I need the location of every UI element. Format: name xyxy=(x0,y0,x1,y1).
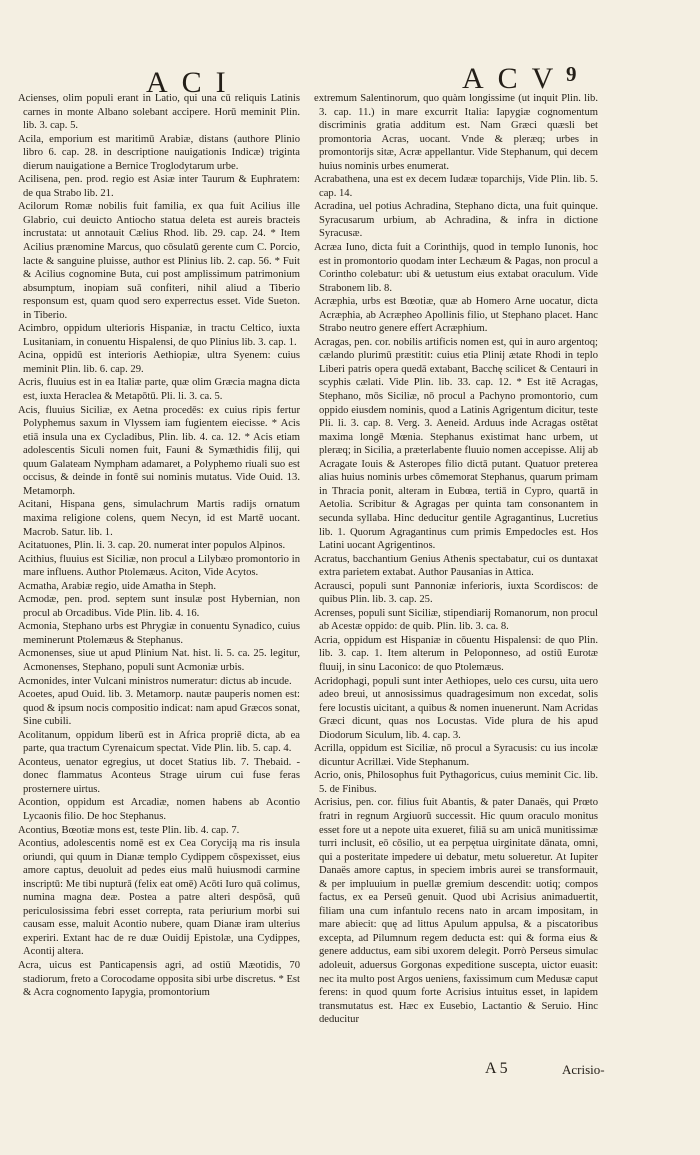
entry: Acris, fluuius est in ea Italiæ parte, quæ olim Græcia magna dicta est, iuxta Heraclea & Metapōtū. Pli. li. 3. ca. 5. xyxy=(18,377,300,403)
entry: Acmonenses, siue ut apud Plinium Nat. hist. li. 5. ca. 25. legitur, Acmonenses, Stephano, populi sunt Acmoniæ urbis. xyxy=(18,648,300,673)
entry: Acmodæ, pen. prod. septem sunt insulæ post Hybernian, non procul ab Orcadibus. Vide Plin. lib. 4. 16. xyxy=(18,594,300,619)
entry: Acolitanum, oppidum liberū est in Africa propriē dicta, ab ea parte, qua tractum Cyrenaicum spectat. Vide Plin. lib. 5. cap. 4. xyxy=(18,729,300,755)
entry: Acrio, onis, Philosophus fuit Pythagoricus, cuius meminit Cic. lib. 5. de Finibus. xyxy=(314,770,598,795)
entry: Acitatuones, Plin. li. 3. cap. 20. numerat inter populos Alpinos. xyxy=(18,540,286,552)
signature-mark: A 5 xyxy=(485,1060,508,1077)
entry: Acilorum Romæ nobilis fuit familia, ex qua fuit Acilius ille Glabrio, cui deuicto Antiocho statua deleta est aureis bracteis incrustata: ut annotauit Cælius Rhod. lib. 29. cap. 24. * Item Acilius prænomine Marcus, quo cōsulatū gerente cum C. Porcio, lacte & sanguine pluisse, author est Plinius lib. 2. cap. 56. * Fuit & Acilius cognomine Buta, cui post amplissimum patrimonium absumptum, inopiam suā confiteri, nihil aliud a Tiberio responsum est, quam quod sero experrectus esset. Vide Sueton. in Tiberio. xyxy=(18,201,300,321)
entry: Acontius, adolescentis nomē est ex Cea Coryciją ma ris insula oriundi, qui quum in Dianæ templo Cydippem cōspexisset, eius amore captus, deuoluit ad pedes eius malū huiusmodi carmine inscriptū: Me tibi nupturā (felix eat omē) Acōti Iuro quā colimus, numina magna deæ. Postea a patre alteri despōsā, quū periculosissima febri esset correpta, rata periurium morbi sui causam esse, maluit Acontio nubere, quam Dianæ iram ulterius experiri. Extant hac de re duæ Ouidij Epistolæ, una Cydippes, Acontij altera. xyxy=(18,838,300,958)
entry: Acis, fluuius Siciliæ, ex Aetna procedēs: ex cuius ripis fertur Polyphemus saxum in Vlyssem iam fugientem eiecisse. * Acis etiā insula una ex Cycladibus, Plin. lib. 4. ca. 12. * Acis etiam adolescentis Siculi nomen fuit, Fauni & Symæthidis filij, qui quum Galateam Nympham adamaret, a Polyphemo riuali suo est occisus, & deinde in fontē sui nominis mutatus. Vide Ouid. 13. Metamorph. xyxy=(18,404,300,497)
entry: Acilisena, pen. prod. regio est Asiæ inter Taurum & Euphratem: de qua Strabo lib. 21. xyxy=(18,174,300,199)
entry: Acmonides, inter Vulcani ministros numeratur: dictus ab incude. xyxy=(18,675,292,687)
entry: Acontion, oppidum est Arcadiæ, nomen habens ab Acontio Lycaonis filio. De hoc Stephanus. xyxy=(18,797,300,822)
entry: Acitani, Hispana gens, simulachrum Martis radijs ornatum maxima religione colens, quem Necyn, id est Martē uocant. Macrob. Satur. lib. 1. xyxy=(18,499,300,538)
entry: Acra, uicus est Panticapensis agri, ad ostiū Mæotidis, 70 stadiorum, freto a Corocodame opposita sibi urbe discretus. * Est & Acra cognomento Iapygia, promontorium xyxy=(18,960,300,999)
entry: Acria, oppidum est Hispaniæ in cōuentu Hispalensi: de quo Plin. lib. 3. cap. 1. Item alterum in Peloponneso, ad ostiū Eurotæ fluuij, in sinu Laconico: de quo Ptolemæus. xyxy=(314,634,598,673)
entry: Acrisius, pen. cor. filius fuit Abantis, & pater Danaës, qui Prœto fratri in regnum Argiuorū successit. Hic quum oraculo monitus esset fore ut a nepote uita exueret, filiā su am unicā munitissimæ turri inclusit, eō cōsilio, ut ea perpętua uirginitate dānata, omni, qui a posteritate impedere ui debatur, metu solueretur. At Iupiter Danaës amore captus, in speciem imbris aurei se transformauit, & per impluuium in puellæ gremium descendit: uotiq; compos factus, ex ea Perseū genuit. Quod ubi Acrisius animaduertit, filiam una cum infantulo recens nato in arcam impositam, in mare abiecit: quę ad littus Apulum appulsa, & a piscatoribus excepta, ad Pilumnum regem deducta est: qui & forma eius & genere adductus, eam sibi uxorem delegit. Porrò Perseus simulac adoleuit, aduersus Gorgonas expeditione suscepta, uictor euasit: nec ita multo post Argos ueniens, faxissimum cum Medusæ caput ferens: in quod quum forte Acrisius intuitus esset, in lapidem transmutatus est. Hæc ex Eusebio, Lactantio & Seruio. Hinc deducitur xyxy=(314,797,598,1026)
entry: Acienses, olim populi erant in Latio, qui una cū reliquis Latinis carnes in monte Albano solebant accipere. Horū meminit Plin. lib. 3. cap. 5. xyxy=(18,93,300,132)
entry: Acridophagi, populi sunt inter Aethiopes, uelo ces cursu, uita uero adeo breui, ut annosissimus quadragesimum non excedat, solis fere locustis uicitant, a quibus & nomen inuenerunt. Nam Acridas Græci dicunt, quas nos Locustas. Vide plura de his apud Diodorum Siculum, lib. 4. cap. 3. xyxy=(314,675,598,741)
left-running-head: ACI xyxy=(146,66,240,99)
entry: Acoetes, apud Ouid. lib. 3. Metamorp. nautæ pauperis nomen est: quod & ipsum nocis compositio indicat: nam apud Græcos sonat, Sine cubili. xyxy=(18,689,300,728)
entry: Acina, oppidū est interioris Aethiopiæ, ultra Syenem: cuius meminit Plin. lib. 6. cap. 29. xyxy=(18,350,300,375)
column-gutter xyxy=(308,88,309,1058)
entry: Acrausci, populi sunt Pannoniæ inferioris, iuxta Scordiscos: de quibus Plin. lib. 3. cap. 25. xyxy=(314,580,598,606)
entry: Acragas, pen. cor. nobilis artificis nomen est, qui in auro argentoq; cælando plurimū præstitit: cuius etia Plinij ætate Rhodi in teplo Liberi patris opera quedā extabant, Bacchę scilicet & Centauri in scyphis cælati. Vide Plin. lib. 33. cap. 12. * Est itē Acragas, Stephano, mōs Siciliæ, nō procul a Pachyno promontorio, cum oppido eiusdem nominis, quod a Latinis Agrigentum dicitur, teste Pli. li. 3. cap. 8. Verg. 3. Aeneid. Arduus inde Acragas ostētat maxima longē Mœnia. Stephanus existimat hanc urbem, ut pleræq; in Sicilia, a præterlabente fluuio nomen accepisse. Alij ab Acragate Iouis & Asteropes filio dictā putant. Quatuor preterea alias huius nominis urbes cōmemorat Stephanus, quarum primam in Thracia ponit, alteram in Eubœa, tertiā in Cypro, quartā in Aetolia. Scribitur & Agragas per quinta tam consonantem in secunda syllaba. Hinc deducitur gentile Agragantinus, Lucretius lib. 1. Quorum Agragantinus cum primis Empedocles est. Hos Latini uocant Agrigentinos. xyxy=(314,336,598,552)
entry: Acimbro, oppidum ulterioris Hispaniæ, in tractu Celtico, iuxta Lusitaniam, in conuentu Hispalensi, de quo Plinius lib. 3. cap. 1. xyxy=(18,323,300,348)
entry: Acrilla, oppidum est Siciliæ, nō procul a Syracusis: cu ius incolæ dicuntur Acrillæi. Vide Stephanum. xyxy=(314,743,598,768)
right-column xyxy=(314,92,598,1027)
entry: Acontius, Bœotiæ mons est, teste Plin. lib. 4. cap. 7. xyxy=(18,824,240,836)
entry: Acræa Iuno, dicta fuit a Corinthijs, quod in templo Iunonis, hoc est in promontorio quodam inter Lechæum & Pagas, non procul a Corintho colebatur: ubi & uetustum eius extabat oraculum. Vide Strabonem lib. 8. xyxy=(314,242,598,294)
entry: Acila, emporium est maritimū Arabiæ, distans (authore Plinio libro 6. cap. 28. in descriptione nauigationis Indicæ) triginta dierum nauigatione a Bernice Troglodytarum urbe. xyxy=(18,133,300,172)
page-number: 9 xyxy=(566,62,577,86)
entry: Acræphia, urbs est Bœotiæ, quæ ab Homero Arne uocatur, dicta Acræphia, ab Acræpheo Apollinis filio, ut Stephano placet. Hanc Strabo neutro genere effert Acræphium. xyxy=(314,296,598,335)
entry: Acradina, uel potius Achradina, Stephano dicta, una fuit quinque. Syracusarum urbium, ab Achradina, & infra in dictione Syracusæ. xyxy=(314,201,598,240)
right-running-head: ACV xyxy=(462,62,568,95)
entry: Acmatha, Arabiæ regio, uide Amatha in Steph. xyxy=(18,580,217,592)
entry: extremum Salentinorum, quo quàm longissime (ut inquit Plin. lib. 3. cap. 11.) in mare excurrit Italia: Iapygiæ cognomentum discriminis gratia additum est. Nam Græci quæsli bet promontoria Acras, uocant. Vnde & pleræq; urbes in promontorijs sitæ, Acræ appellantur. Vide Stephanum, qui decem huius nominis urbes enumerat. xyxy=(314,93,598,172)
entry: Acrabathena, una est ex decem Iudææ toparchijs, Vide Plin. lib. 5. cap. 14. xyxy=(314,174,598,199)
catchword: Acrisio- xyxy=(562,1062,605,1077)
entry: Acmonia, Stephano urbs est Phrygiæ in conuentu Synadico, cuius meminerunt Ptolemæus & Stephanus. xyxy=(18,621,300,646)
left-column xyxy=(18,92,300,1000)
entry: Acrenses, populi sunt Siciliæ, stipendiarij Romanorum, non procul ab Acestæ oppido: de quib. Plin. lib. 3. ca. 8. xyxy=(314,607,598,633)
entry: Aconteus, uenator egregius, ut docet Statius lib. 7. Thebaid. - donec flammatus Aconteus Strage uirum cui fuse feras prosternere uirtus. xyxy=(18,756,300,795)
entry: Acratus, bacchantium Genius Athenis spectabatur, cui os duntaxat extra parietem extabat. Author Pausanias in Attica. xyxy=(314,553,598,579)
entry: Acithius, fluuius est Siciliæ, non procul a Lilybæo promontorio in mare influens. Author Ptolemæus. Aciton, Vide Acytos. xyxy=(18,553,300,579)
